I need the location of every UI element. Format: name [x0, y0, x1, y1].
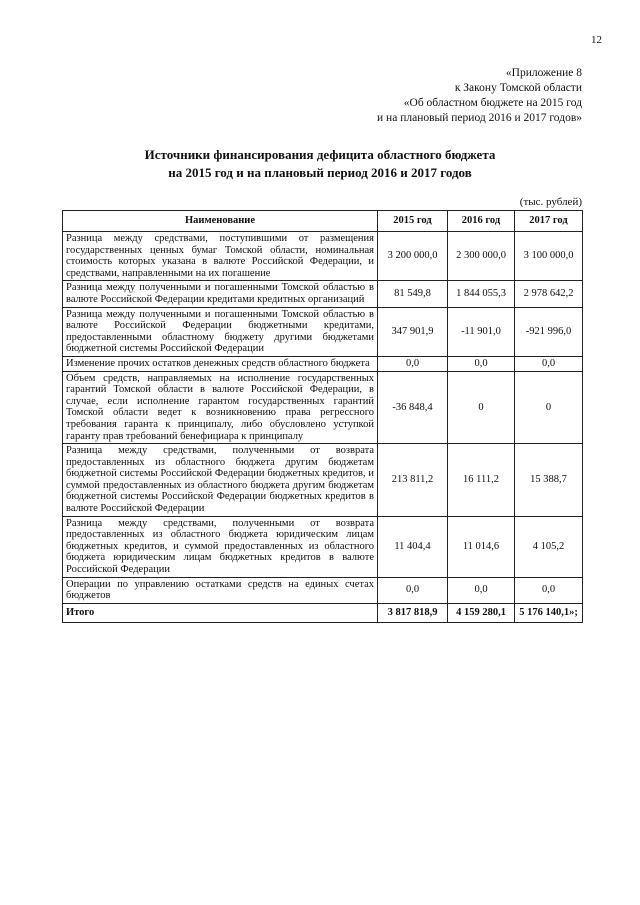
header-name: Наименование — [63, 211, 378, 232]
table-row — [63, 516, 583, 577]
row-2015: 347 901,9 — [378, 307, 448, 356]
row-2017: 15 388,7 — [515, 444, 583, 517]
row-2015: 3 200 000,0 — [378, 232, 448, 281]
row-2017: 2 978 642,2 — [515, 281, 583, 307]
row-2017: -921 996,0 — [515, 307, 583, 356]
table-row — [63, 356, 583, 371]
row-name: Разница между средствами, поступившими от размещения государственных ценных бумаг Томской области, номинальная стоимость которых указана в валюте Российской Федерации, и средствами, направленными на их погашение — [63, 232, 378, 281]
row-2017: 0,0 — [515, 577, 583, 603]
row-2016: 16 111,2 — [448, 444, 515, 517]
row-name: Объем средств, направляемых на исполнение государственных гарантий Томской области в валюте Российской Федерации, в случае, если исполнение гарантом государственных гарантий Томской области ведет к возникновению права регрессного требования гаранта к принципалу, либо обусловлено уступкой гаранту прав требований бенефициара к принципалу — [63, 371, 378, 444]
appendix-line-3: «Об областном бюджете на 2015 год — [403, 97, 582, 109]
budget-table — [62, 210, 583, 623]
row-2015: 0,0 — [378, 577, 448, 603]
row-2016: 0,0 — [448, 356, 515, 371]
row-2015: -36 848,4 — [378, 371, 448, 444]
total-row — [63, 603, 583, 622]
row-name: Разница между средствами, полученными от возврата предоставленных из областного бюджета юридическим лицам бюджетных кредитов, и суммой предоставленных из областного бюджета юридическим лицам бюджетных кредитов в валюте Российской Федерации — [63, 516, 378, 577]
row-2015: 11 404,4 — [378, 516, 448, 577]
table-row — [63, 307, 583, 356]
title-line-2: на 2015 год и на плановый период 2016 и 2017 годов — [168, 165, 472, 180]
row-2017: 4 105,2 — [515, 516, 583, 577]
row-2015: 213 811,2 — [378, 444, 448, 517]
row-2016: 1 844 055,3 — [448, 281, 515, 307]
document-title — [0, 146, 640, 182]
row-name: Разница между полученными и погашенными Томской областью в валюте Российской Федерации кредитами кредитных организаций — [63, 281, 378, 307]
table-header-row — [63, 211, 583, 232]
row-2016: 11 014,6 — [448, 516, 515, 577]
header-2016: 2016 год — [448, 211, 515, 232]
units-note: (тыс. рублей) — [519, 196, 582, 208]
row-2017: 0,0 — [515, 356, 583, 371]
table-row — [63, 281, 583, 307]
table-row — [63, 577, 583, 603]
appendix-header — [377, 66, 582, 126]
row-name: Изменение прочих остатков денежных средств областного бюджета — [63, 356, 378, 371]
title-line-1: Источники финансирования дефицита областного бюджета — [144, 147, 496, 162]
row-2016: 2 300 000,0 — [448, 232, 515, 281]
header-2015: 2015 год — [378, 211, 448, 232]
row-2016: 0 — [448, 371, 515, 444]
total-2016: 4 159 280,1 — [448, 603, 515, 622]
table-row — [63, 444, 583, 517]
table-row — [63, 371, 583, 444]
row-2015: 0,0 — [378, 356, 448, 371]
appendix-line-4: и на плановый период 2016 и 2017 годов» — [377, 112, 582, 124]
total-2015: 3 817 818,9 — [378, 603, 448, 622]
row-name: Разница между средствами, полученными от возврата предоставленных из областного бюджета другим бюджетам бюджетной системы Российской Федерации бюджетных кредитов, и суммой предоставленных из областного бюджета другим бюджетам бюджетной системы Российской Федерации бюджетных кредитов в валюте Российской Федерации — [63, 444, 378, 517]
row-2015: 81 549,8 — [378, 281, 448, 307]
total-label: Итого — [63, 603, 378, 622]
row-name: Операции по управлению остатками средств на единых счетах бюджетов — [63, 577, 378, 603]
page-number: 12 — [591, 34, 602, 46]
total-2017: 5 176 140,1»; — [515, 603, 583, 622]
row-name: Разница между полученными и погашенными Томской областью в валюте Российской Федерации бюджетными кредитами, предоставленными областному бюджету другими бюджетами бюджетной системы Российской Федерации — [63, 307, 378, 356]
row-2016: 0,0 — [448, 577, 515, 603]
row-2017: 3 100 000,0 — [515, 232, 583, 281]
row-2016: -11 901,0 — [448, 307, 515, 356]
appendix-line-2: к Закону Томской области — [454, 82, 582, 94]
appendix-line-1: «Приложение 8 — [505, 67, 582, 79]
row-2017: 0 — [515, 371, 583, 444]
table-row — [63, 232, 583, 281]
header-2017: 2017 год — [515, 211, 583, 232]
